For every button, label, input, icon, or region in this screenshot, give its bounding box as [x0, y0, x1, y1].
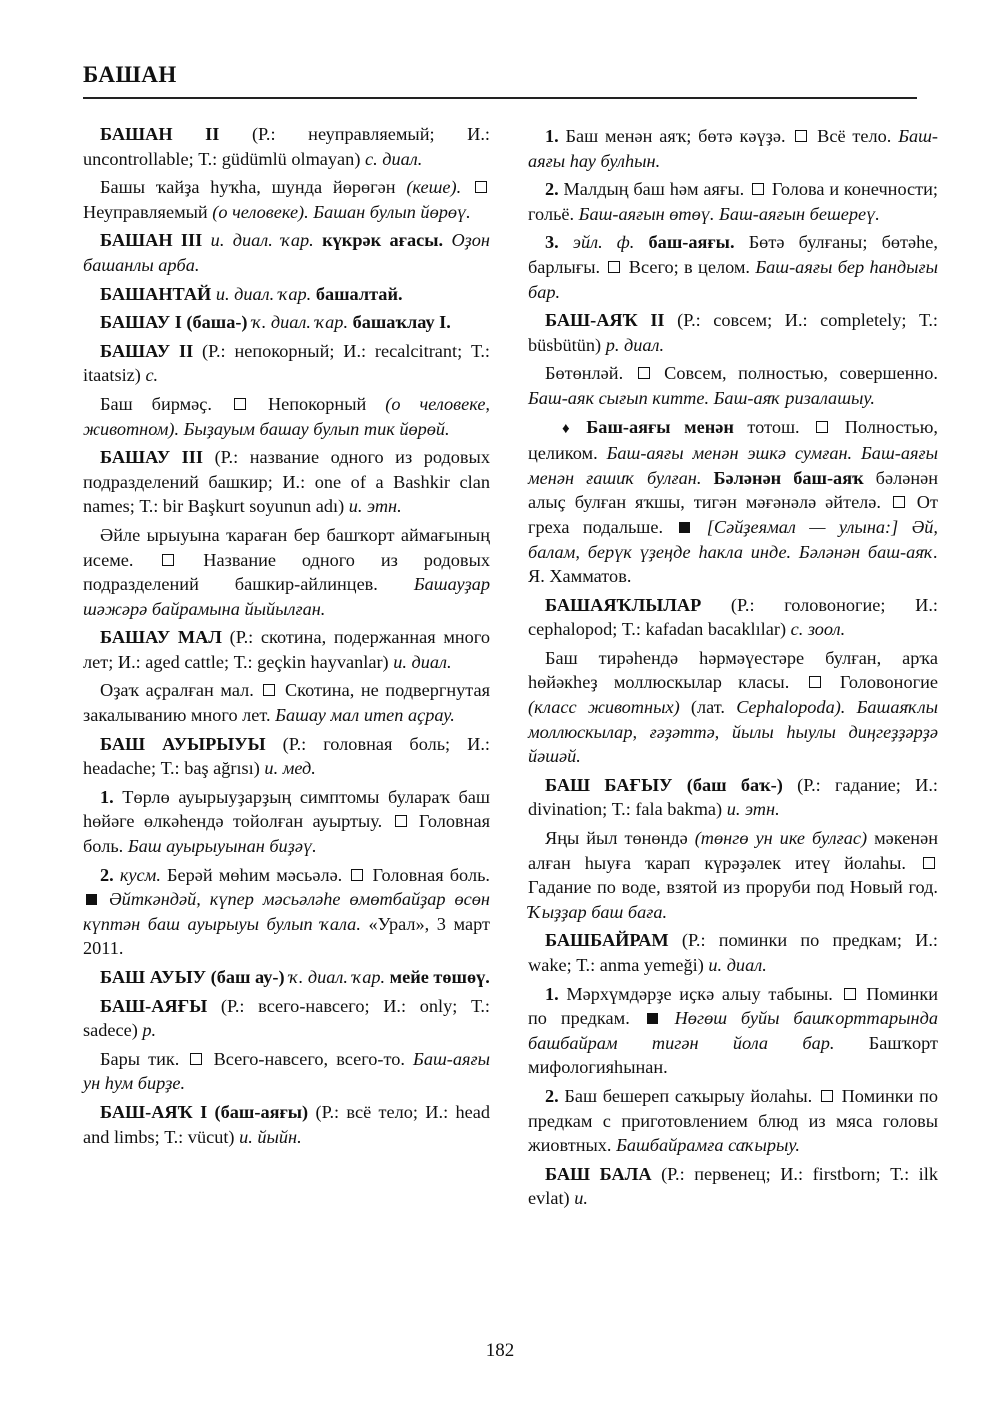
header-rule [83, 97, 917, 99]
diamond-marker-icon: ♦ [562, 420, 570, 437]
square-marker-icon [395, 815, 407, 827]
dictionary-entry-bashbayram: БАШБАЙРАМ (Р.: поминки по предкам; И.: wake; Т.: anma yemeği) и. диал. [528, 930, 938, 975]
dictionary-entry-bashbayram-1: 1. Мәрхүмдәрҙе иҫкә алыу табыны. Поминки по предкам. Нөгөш буйы башҡорттарында башбайрам тигән йола бар. Башҡорт мифологияһынан. [528, 983, 938, 1078]
dictionary-entry-bash-auyryuy-1: 1. Төрлө ауырыуҙарҙың симптомы булараҡ баш һөйәге өлкәһендә тойолған ауыртыу. Головная боль. Баш ауырыуынан биҙәү. [83, 786, 490, 857]
filled-square-marker-icon [647, 1013, 658, 1024]
square-marker-icon [816, 421, 828, 433]
dictionary-entry-bash-baguy: БАШ БАҒЫУ (баш баҡ-) (Р.: гадание; И.: divination; Т.: fala bakma) и. этн. [528, 774, 938, 820]
filled-square-marker-icon [679, 522, 690, 533]
dictionary-entry-bashau3-ex: Әйле ырыуына ҡараған бер башҡорт аймағының исеме. Название одного из родовых подразделений башкир-айлинцев. Башауҙар шәжәрә байрамына йыйылған. [83, 524, 490, 619]
square-marker-icon [809, 676, 821, 688]
square-marker-icon [638, 367, 650, 379]
dictionary-entry-bashau2-ex: Баш бирмәҫ. Непокорный (о человеке, животном). Быҙауым башау булып тик йөрөй. [83, 393, 490, 439]
dictionary-entry-bash-ayagy: БАШ-АЯҒЫ (Р.: всего-навсего; И.: only; Т.: sadece) р. [83, 995, 490, 1041]
dictionary-entry-bash-ayak1-2: 2. Малдың баш һәм аяғы. Голова и конечности; гольё. Баш-аяғын өтөү. Баш-аяғын бешереү. [528, 179, 939, 224]
dictionary-entry-bash-auyryuy: БАШ АУЫРЫУЫ (Р.: головная боль; И.: headache; Т.: baş ağrısı) и. мед. [83, 733, 491, 779]
dictionary-entry-bashau1: БАШАУ I (баша-) ҡ. диал. ҡар. башаҡлау I. [100, 312, 451, 333]
square-marker-icon [821, 1090, 833, 1102]
dictionary-entry-bashan3: БАШАН III и. диал. ҡар. күкрәк ағасы. Оҙон башанлы арба. [83, 230, 490, 275]
page-header-title: БАШАН [83, 62, 177, 87]
square-marker-icon [263, 684, 275, 696]
dictionary-entry-bashau3: БАШАУ III (Р.: название одного из родовых подразделений башкир; И.: one of a Bashkir clan names; Т.: bir Başkurt soyunun adı) и. этн. [83, 447, 490, 517]
square-marker-icon [844, 988, 856, 1000]
dictionary-entry-bash-ayak1-1: 1. Баш менән аяҡ; бөтә кәүҙә. Всё тело. Баш-аяғы һау булһын. [528, 126, 938, 171]
square-marker-icon [234, 398, 246, 410]
dictionary-entry-bashayaklylar-ex: Баш тирәһендә һәрмәүестәре булған, арҡа һөйәкһеҙ моллюскылар класы. Головоногие (класс животных) (лат. Cephalopoda). Башаяҡлы моллюскылар, ғәҙәттә, йылы һыулы диңгеҙҙәрҙә йәшәй. [528, 647, 938, 767]
square-marker-icon [475, 181, 487, 193]
dictionary-entry-bash-baguy-ex: Яңы йыл төнөндә (төнгө ун ике булғас) мәкенән алған һыуға ҡарап күрәҙәлек итеү йолаһы. Гадание по воде, взятой из проруби под Новый год. Ҡыҙҙар баш баға. [528, 828, 938, 922]
square-marker-icon [795, 130, 807, 142]
page-number: 182 [485, 1340, 515, 1361]
dictionary-entry-bash-ayak1-3: 3. эйл. ф. баш-аяғы. Бөтә булғаны; бөтәһе, барлығы. Всего; в целом. Баш-аяғы бер һандығы бар. [528, 232, 938, 302]
square-marker-icon [162, 554, 174, 566]
dictionary-entry-bashbayram-2: 2. Баш бешереп саҡырыу йолаһы. Поминки по предкам с приготовлением блюд из мяса головы жиовтных. Башбайрамға саҡырыу. [528, 1085, 939, 1156]
dictionary-entry-bashau2: БАШАУ II (Р.: непокорный; И.: recalcitrant; Т.: itaatsiz) с. [83, 340, 490, 386]
square-marker-icon [752, 183, 764, 195]
filled-square-marker-icon [86, 894, 97, 905]
dictionary-entry-bash-auyryuy-2: 2. кусм. Берәй мөһим мәсьәлә. Головная боль. Әйткәндәй, күпер мәсьәләһе өмөтбайҙар өсөн күптән баш ауырыуы булып ҡала. «Урал», 3 март 2011. [83, 864, 490, 959]
dictionary-entry-bash-ayak2-ex: Бөтөнләй. Совсем, полностью, совершенно. Баш-аяк сығып китте. Баш-аяҡ ризалашыу. [528, 363, 938, 408]
left-column [83, 122, 490, 1153]
dictionary-entry-bash-auyu: БАШ АУЫУ (баш ау-) ҡ. диал. ҡар. мейе төшөү. [100, 967, 490, 987]
dictionary-entry-bash-ayak2: БАШ-АЯҠ II (Р.: совсем; И.: completely; Т.: büsbütün) р. диал. [528, 310, 938, 355]
dictionary-entry-bash-ayagy-ex: Бары тик. Всего-навсего, всего-то. Баш-аяғы ун һум бирҙе. [83, 1048, 490, 1094]
dictionary-entry-bashan2-ex: Башы ҡайҙа һуҡһа, шунда йөрөгән (кеше). Неуправляемый (о человеке). Башан булып йөрөү. [83, 175, 490, 224]
square-marker-icon [893, 496, 905, 508]
square-marker-icon [351, 869, 363, 881]
dictionary-entry-bashau-mal: БАШАУ МАЛ (Р.: скотина, подержанная много лет; И.: aged cattle; Т.: geçkin hayvanlar) и. диал. [83, 627, 490, 672]
dictionary-entry-bashan2: БАШАН II (Р.: неуправляемый; И.: uncontrollable; Т.: güdümlü olmayan) с. диал. [83, 124, 490, 169]
dictionary-entry-bashantay: БАШАНТАЙ и. диал. ҡар. башалтай. [100, 283, 403, 304]
dictionary-entry-bashayaklylar: БАШАЯҠЛЫЛАР (Р.: головоногие; И.: cephalopod; Т.: kafadan bacaklılar) с. зоол. [528, 594, 938, 640]
square-marker-icon [190, 1053, 202, 1065]
square-marker-icon [923, 857, 935, 869]
dictionary-entry-bashau-mal-ex: Оҙаҡ аҫралған мал. Скотина, не подвергнутая закалыванию много лет. Башау мал итеп аҫрау. [83, 680, 490, 726]
right-column [528, 124, 938, 1215]
dictionary-entry-bash-ayak1: БАШ-АЯҠ I (баш-аяғы) (Р.: всё тело; И.: head and limbs; Т.: vücut) и. йыйн. [83, 1101, 490, 1147]
dictionary-entry-bash-ayak2-phrase: ♦ Баш-аяғы менән тотош. Полностью, целиком. Баш-аяғы менән эшкә сумған. Баш-аяғы менән ғашиҡ булған. Бәләнән баш-аяҡ бәләнән алыҫ булған яҡшы, тигән мәғәнәлә әйтелә. От греха подальше. [Сәйҙеямал — улына:] Әй, балам, берүк үҙеңде һакла инде. Бәләнән баш-аяҡ. Я. Хамматов. [528, 416, 939, 587]
square-marker-icon [608, 261, 620, 273]
dictionary-entry-bash-bala: БАШ БАЛА (Р.: первенец; И.: firstborn; Т.: ilk evlat) и. [528, 1163, 938, 1209]
